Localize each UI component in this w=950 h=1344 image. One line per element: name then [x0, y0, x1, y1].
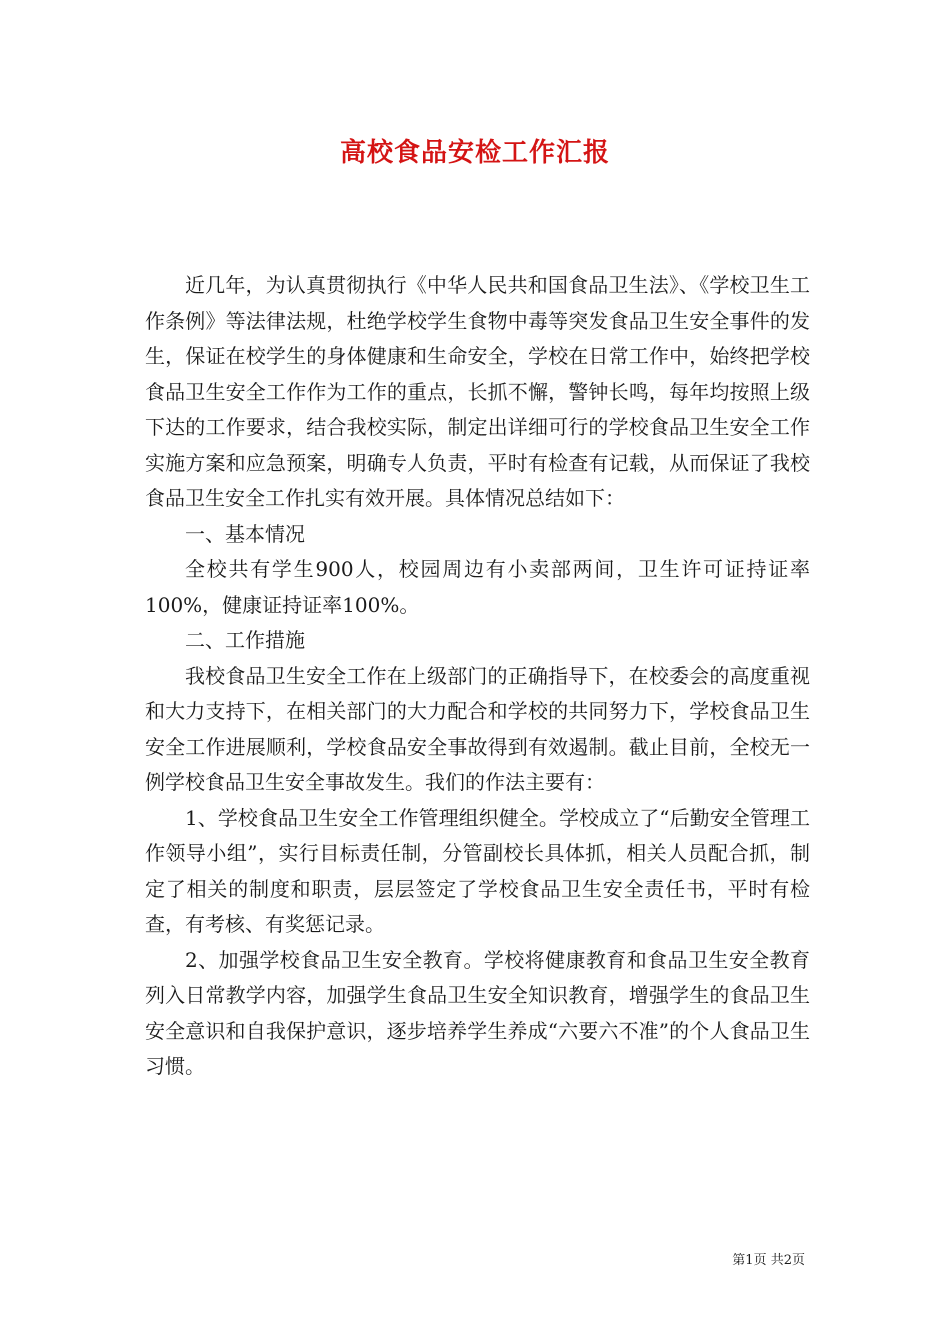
paragraph-basic-situation: 全校共有学生900人，校园周边有小卖部两间，卫生许可证持证率100%，健康证持证率100%。 [145, 557, 810, 617]
document-body [145, 268, 810, 1085]
footer-prefix: 第 [732, 1253, 746, 1268]
footer-total-pages: 2 [783, 1253, 792, 1268]
paragraph-work-measures: 我校食品卫生安全工作在上级部门的正确指导下，在校委会的高度重视和大力支持下，在相关部门的大力配合和学校的共同努力下，学校食品卫生安全工作进展顺利，学校食品安全事故得到有效遏制。截止目前，全校无一例学校食品卫生安全事故发生。我们的作法主要有： [145, 663, 810, 794]
paragraph-intro: 近几年，为认真贯彻执行《中华人民共和国食品卫生法》、《学校卫生工作条例》等法律法规，杜绝学校学生食物中毒等突发食品卫生安全事件的发生，保证在校学生的身体健康和生命安全，学校在日常工作中，始终把学校食品卫生安全工作作为工作的重点，长抓不懈，警钟长鸣，每年均按照上级下达的工作要求，结合我校实际，制定出详细可行的学校食品卫生安全工作实施方案和应急预案，明确专人负责，平时有检查有记载，从而保证了我校食品卫生安全工作扎实有效开展。具体情况总结如下： [145, 273, 810, 510]
page-number-footer [732, 1249, 805, 1268]
footer-suffix: 页 [791, 1253, 805, 1268]
footer-middle: 页 共 [753, 1253, 784, 1268]
paragraph-measure-1: 1、学校食品卫生安全工作管理组织健全。学校成立了“后勤安全管理工作领导小组”，实行目标责任制，分管副校长具体抓，相关人员配合抓，制定了相关的制度和职责，层层签定了学校食品卫生安全责任书，平时有检查，有考核、有奖惩记录。 [145, 805, 810, 936]
section-heading-basic-situation: 一、基本情况 [185, 521, 305, 546]
footer-current-page: 1 [745, 1253, 754, 1268]
paragraph-measure-2: 2、加强学校食品卫生安全教育。学校将健康教育和食品卫生安全教育列入日常教学内容，加强学生食品卫生安全知识教育，增强学生的食品卫生安全意识和自我保护意识，逐步培养学生养成“六要六不准”的个人食品卫生习惯。 [145, 947, 810, 1078]
document-title: 高校食品安检工作汇报 [339, 138, 610, 168]
section-heading-work-measures: 二、工作措施 [185, 628, 305, 652]
